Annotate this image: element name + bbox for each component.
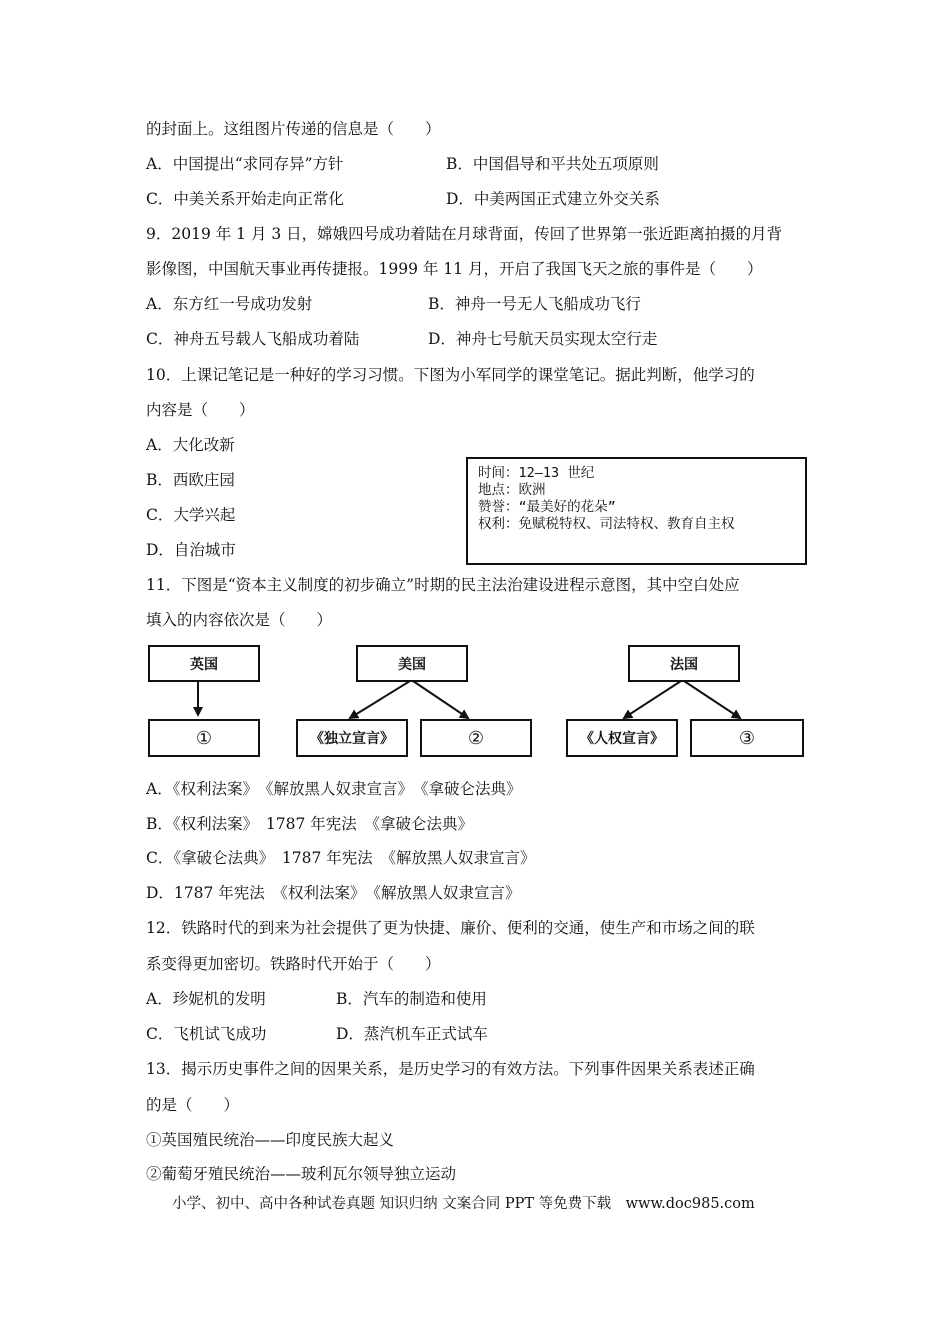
option-c: C．《拿破仑法典》 1787 年宪法 《解放黑人奴隶宣言》 (146, 849, 536, 867)
text-line: 填入的内容依次是（ ） (146, 611, 333, 629)
option-a: A．珍妮机的发明 (146, 990, 266, 1008)
statement-2: ②葡萄牙殖民统治——玻利瓦尔领导独立运动 (146, 1165, 457, 1183)
class-note-box (466, 457, 807, 565)
option-a: A．东方红一号成功发射 (146, 295, 313, 313)
option-a: A．大化改新 (146, 436, 235, 454)
diagram-usa: 美国 (356, 645, 468, 682)
option-a: A．《权利法案》 《解放黑人奴隶宣言》 《拿破仑法典》 (146, 780, 522, 798)
option-a: A．中国提出“求同存异”方针 (146, 155, 344, 173)
option-b: B．汽车的制造和使用 (336, 990, 487, 1008)
page-footer: 小学、初中、高中各种试卷真题 知识归纳 文案合同 PPT 等免费下载 www.doc985.com (172, 1196, 755, 1212)
diagram-blank-1: ① (148, 719, 260, 757)
option-c: C．神舟五号载人飞船成功着陆 (146, 330, 360, 348)
diagram-france: 法国 (628, 645, 740, 682)
text-line: 的封面上。这组图片传递的信息是（ ） (146, 120, 441, 138)
option-c: C．中美关系开始走向正常化 (146, 190, 344, 208)
question-13: 13．揭示历史事件之间的因果关系，是历史学习的有效方法。下列事件因果关系表述正确 (146, 1060, 755, 1078)
option-d: D．自治城市 (146, 541, 236, 559)
arrow-usa-right (413, 681, 468, 718)
diagram-blank-3: ③ (690, 719, 804, 757)
diagram-blank-2: ② (420, 719, 532, 757)
question-11: 11．下图是“资本主义制度的初步确立”时期的民主法治建设进程示意图，其中空白处应 (146, 576, 740, 594)
option-b: B．西欧庄园 (146, 471, 235, 489)
diagram-rights-declaration: 《人权宣言》 (566, 719, 678, 757)
option-c: C．大学兴起 (146, 506, 236, 524)
note-place: 地点：欧洲 (478, 482, 546, 498)
option-d: D．神舟七号航天员实现太空行走 (428, 330, 658, 348)
arrow-france-left (624, 681, 681, 718)
option-b: B．中国倡导和平共处五项原则 (446, 155, 659, 173)
text-line: 的是（ ） (146, 1096, 240, 1114)
option-d: D．1787 年宪法 《权利法案》 《解放黑人奴隶宣言》 (146, 884, 521, 902)
note-rights: 权利：免赋税特权、司法特权、教育自主权 (478, 516, 735, 532)
option-b: B．神舟一号无人飞船成功飞行 (428, 295, 641, 313)
question-9: 9．2019 年 1 月 3 日，嫦娥四号成功着陆在月球背面，传回了世界第一张近距离拍摄的月背 (146, 225, 783, 243)
option-c: C．飞机试飞成功 (146, 1025, 267, 1043)
note-time: 时间：12—13 世纪 (478, 465, 595, 481)
arrow-usa-left (350, 681, 410, 718)
text-line: 影像图，中国航天事业再传捷报。1999 年 11 月，开启了我国飞天之旅的事件是（ ） (146, 260, 763, 278)
arrow-france-right (684, 681, 740, 718)
question-10: 10．上课记笔记是一种好的学习习惯。下图为小军同学的课堂笔记。据此判断，他学习的 (146, 366, 755, 384)
diagram-independence: 《独立宣言》 (296, 719, 408, 757)
statement-1: ①英国殖民统治——印度民族大起义 (146, 1131, 395, 1149)
option-b: B．《权利法案》 1787 年宪法 《拿破仑法典》 (146, 815, 474, 833)
text-line: 内容是（ ） (146, 401, 255, 419)
option-d: D．蒸汽机车正式试车 (336, 1025, 488, 1043)
question-12: 12．铁路时代的到来为社会提供了更为快捷、廉价、便利的交通，使生产和市场之间的联 (146, 919, 755, 937)
text-line: 系变得更加密切。铁路时代开始于（ ） (146, 955, 441, 973)
diagram-england: 英国 (148, 645, 260, 682)
note-praise: 赞誉：“最美好的花朵” (478, 499, 616, 515)
option-d: D．中美两国正式建立外交关系 (446, 190, 660, 208)
